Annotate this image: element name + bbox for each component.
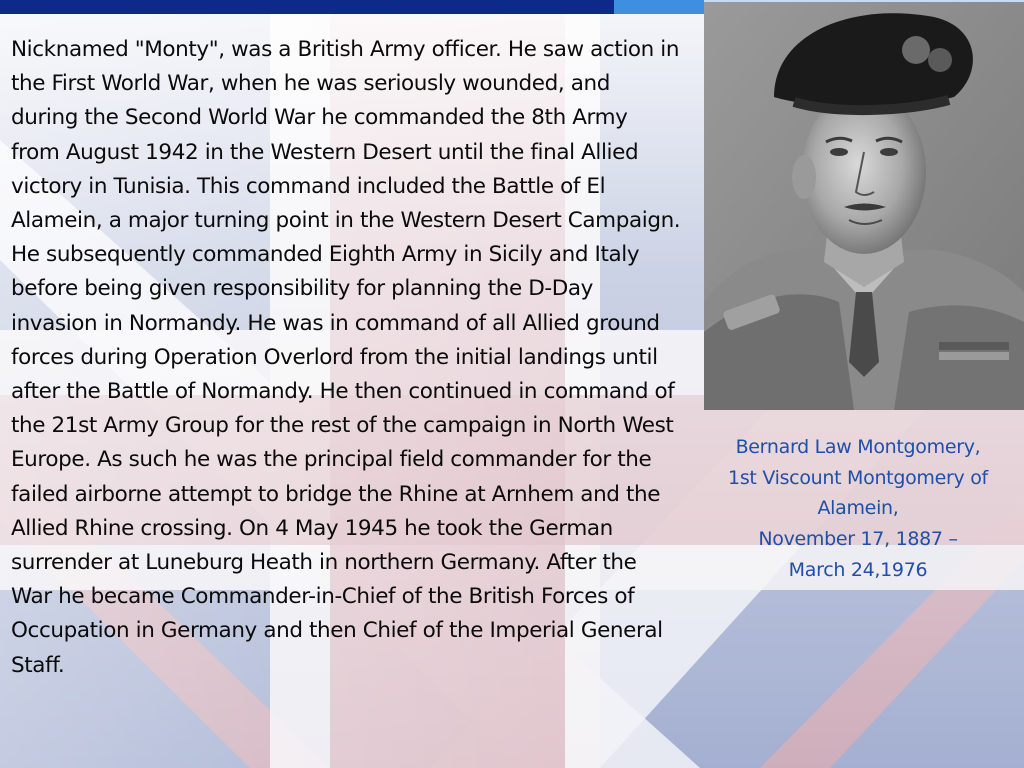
caption-death-date: March 24,1976 [788,558,928,581]
top-bar-dark-segment [0,0,614,14]
portrait-caption [704,432,1012,586]
caption-title-line-2: Alamein, [817,497,899,520]
portrait-image [704,2,1024,410]
biography-text: Nicknamed "Monty", was a British Army officer. He saw action in the First World War, when he was seriously wounded, and during the Second World War he commanded the 8th Army from August 1942 in the Western Desert until the final Allied victory in Tunisia. This command included the Battle of El Alamein, a major turning point in the Western Desert Campaign. He subsequently commanded Eighth Army in Sicily and Italy before being given responsibility for planning the D-Day invasion in Normandy. He was in command of all Allied ground forces during Operation Overlord from the initial landings until after the Battle of Normandy. He then continued in command of the 21st Army Group for the rest of the campaign in North West Europe. As such he was the principal field commander for the failed airborne attempt to bridge the Rhine at Arnhem and the Allied Rhine crossing. On 4 May 1945 he took the German surrender at Luneburg Heath in northern Germany. After the War he became Commander-in-Chief of the British Forces of Occupation in Germany and then Chief of the Imperial General Staff. [11,37,681,678]
caption-birth-date: November 17, 1887 – [758,528,958,551]
caption-title-line: 1st Viscount Montgomery of [728,466,988,489]
caption-name-line: Bernard Law Montgomery, [735,436,981,458]
portrait-photo [704,2,1024,410]
top-bar-light-segment [614,0,704,14]
